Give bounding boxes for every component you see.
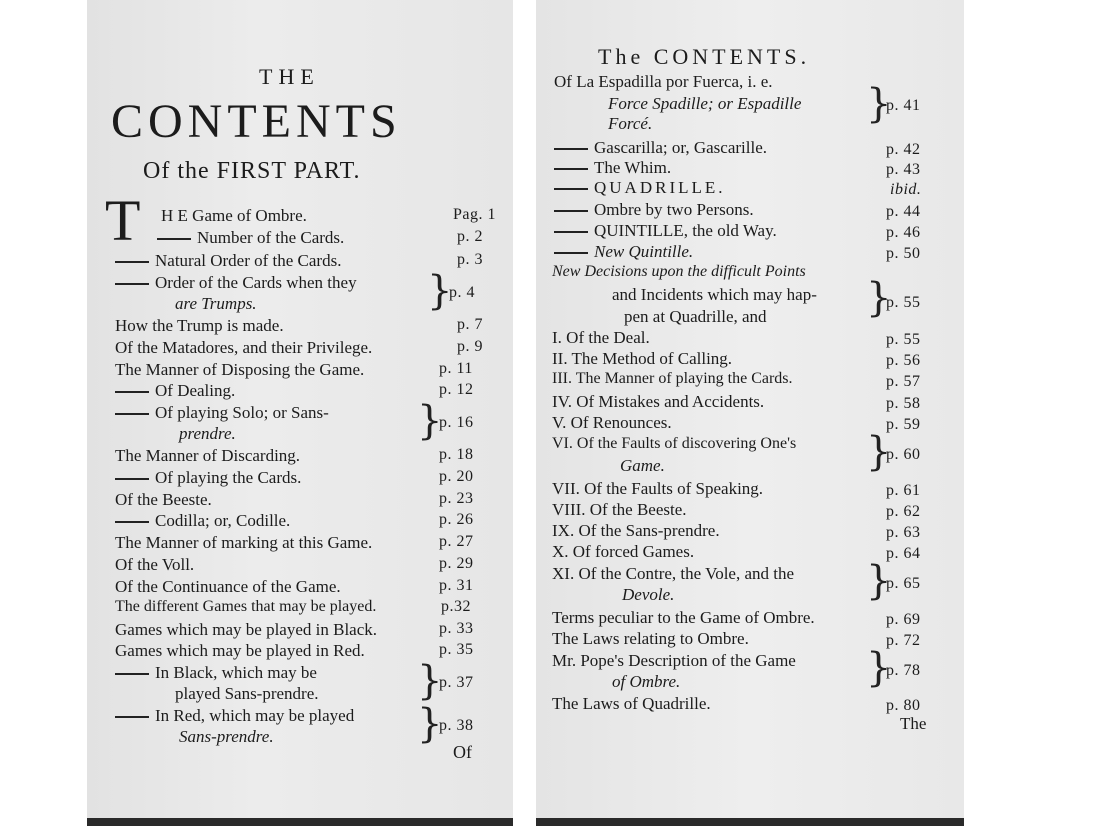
entry-1-text: H E Game of Ombre.: [161, 206, 307, 225]
brace: }: [417, 398, 443, 444]
entry-5-text: How the Trump is made.: [115, 316, 284, 335]
r-entry-22-text: Mr. Pope's Description of the Game: [552, 651, 796, 670]
r-entry-8-text: New Decisions upon the difficult Points: [552, 263, 806, 280]
brace: }: [866, 275, 892, 321]
r-entry-8-line2: and Incidents which may hap-: [612, 285, 817, 304]
entry-7-text: The Manner of Disposing the Game.: [115, 360, 365, 379]
r-entry-5-text: [554, 200, 754, 220]
entry-12-page: p. 23: [439, 490, 474, 507]
entry-11-page: p. 20: [439, 468, 474, 485]
entry-21-text: [115, 706, 354, 726]
r-entry-3-text: [554, 158, 671, 178]
entry-13-label: Codilla; or, Codille.: [155, 511, 291, 530]
r-entry-7-page: p. 50: [886, 245, 921, 262]
rule-dash: [115, 261, 149, 263]
r-entry-10-text: II. The Method of Calling.: [552, 349, 733, 368]
brace: }: [417, 701, 443, 747]
entry-21-page: p. 38: [439, 717, 474, 734]
r-entry-3-label: The Whim.: [594, 158, 672, 177]
r-entry-12-text: IV. Of Mistakes and Accidents.: [552, 392, 765, 411]
entry-20-page: p. 37: [439, 674, 474, 691]
r-entry-6-page: p. 46: [886, 224, 921, 241]
entry-10-page: p. 18: [439, 446, 474, 463]
entry-13-page: p. 26: [439, 511, 474, 528]
rule-dash: [115, 673, 149, 675]
rule-dash: [115, 283, 149, 285]
entry-6-text: Of the Matadores, and their Privilege.: [115, 338, 373, 357]
r-entry-4-label: QUADRILLE.: [594, 178, 726, 197]
r-entry-13-page: p. 59: [886, 416, 921, 433]
entry-9-label: Of playing Solo; or Sans-: [155, 403, 329, 422]
entry-9-line2: prendre.: [179, 424, 236, 443]
r-entry-18-text: X. Of forced Games.: [552, 542, 695, 561]
rule-dash: [157, 238, 191, 240]
entry-8-page: p. 12: [439, 381, 474, 398]
r-entry-19-line2: Devole.: [622, 585, 675, 604]
heading: The CONTENTS.: [598, 44, 811, 69]
heading-contents: CONTENTS: [111, 95, 402, 148]
r-entry-1-page: p. 41: [886, 97, 921, 114]
entry-18-page: p. 33: [439, 620, 474, 637]
r-entry-3-page: p. 43: [886, 161, 921, 178]
r-entry-1-text: Of La Espadilla por Fuerca, i. e.: [554, 72, 773, 91]
r-entry-21-page: p. 72: [886, 632, 921, 649]
r-entry-2-page: p. 42: [886, 141, 921, 158]
entry-5-page: p. 7: [457, 316, 483, 333]
entry-3-label: Natural Order of the Cards.: [155, 251, 342, 270]
rule-dash: [115, 413, 149, 415]
r-entry-20-page: p. 69: [886, 611, 921, 628]
r-entry-17-text: IX. Of the Sans-prendre.: [552, 521, 720, 540]
entry-2-page: p. 2: [457, 228, 483, 245]
r-entry-16-text: VIII. Of the Beeste.: [552, 500, 687, 519]
entry-11-label: Of playing the Cards.: [155, 468, 302, 487]
r-entry-17-page: p. 63: [886, 524, 921, 541]
r-entry-22-page: p. 78: [886, 662, 921, 679]
entry-16-text: Of the Continuance of the Game.: [115, 577, 341, 596]
entry-18-text: Games which may be played in Black.: [115, 620, 378, 639]
r-entry-20-text: Terms peculiar to the Game of Ombre.: [552, 608, 815, 627]
entry-2-text: [157, 228, 344, 248]
entry-14-page: p. 27: [439, 533, 474, 550]
r-entry-9-page: p. 55: [886, 331, 921, 348]
rule-dash: [554, 188, 588, 190]
entry-3-page: p. 3: [457, 251, 483, 268]
brace: }: [427, 268, 453, 314]
r-entry-5-page: p. 44: [886, 203, 921, 220]
r-entry-14-line2: Game.: [620, 456, 665, 475]
left-page: [87, 0, 513, 826]
catchword: Of: [453, 742, 472, 762]
r-entry-14-text: VI. Of the Faults of discovering One's: [552, 435, 797, 452]
r-entry-7-text: [554, 242, 693, 262]
r-entry-13-text: V. Of Renounces.: [552, 413, 672, 432]
r-entry-2-text: [554, 138, 767, 158]
entry-19-text: Games which may be played in Red.: [115, 641, 365, 660]
entry-4-label: Order of the Cards when they: [155, 273, 357, 292]
dropcap: T: [105, 188, 141, 253]
rule-dash: [554, 210, 588, 212]
entry-6-page: p. 9: [457, 338, 483, 355]
rule-dash: [115, 478, 149, 480]
r-entry-23-page: p. 80: [886, 697, 921, 714]
r-entry-19-page: p. 65: [886, 575, 921, 592]
entry-7-page: p. 11: [439, 360, 473, 377]
r-entry-8-line3: pen at Quadrille, and: [624, 307, 767, 326]
r-entry-8-page: p. 55: [886, 294, 921, 311]
entry-9-text: [115, 403, 329, 423]
brace: }: [866, 429, 892, 475]
entry-9-page: p. 16: [439, 414, 474, 431]
entry-3-text: [115, 251, 341, 271]
heading-the: THE: [259, 64, 320, 89]
entry-4-line2: are Trumps.: [175, 294, 257, 313]
rule-dash: [554, 148, 588, 150]
subheading: Of the FIRST PART.: [143, 158, 361, 184]
r-entry-14-page: p. 60: [886, 446, 921, 463]
entry-17-page: p.32: [441, 598, 471, 615]
rule-dash: [115, 716, 149, 718]
entry-19-page: p. 35: [439, 641, 474, 658]
r-entry-11-text: III. The Manner of playing the Cards.: [552, 370, 793, 387]
r-entry-4-text: [554, 178, 726, 198]
r-entry-22-line2: of Ombre.: [612, 672, 681, 691]
entry-4-page: p. 4: [449, 284, 475, 301]
r-entry-19-text: XI. Of the Contre, the Vole, and the: [552, 564, 795, 583]
entry-13-text: [115, 511, 290, 531]
r-entry-12-page: p. 58: [886, 395, 921, 412]
entry-2-label: Number of the Cards.: [197, 228, 345, 247]
rule-dash: [554, 231, 588, 233]
r-entry-2-label: Gascarilla; or, Gascarille.: [594, 138, 768, 157]
r-entry-21-text: The Laws relating to Ombre.: [552, 629, 749, 648]
r-entry-18-page: p. 64: [886, 545, 921, 562]
entry-12-text: Of the Beeste.: [115, 490, 212, 509]
entry-15-text: Of the Voll.: [115, 555, 195, 574]
r-entry-23-text: The Laws of Quadrille.: [552, 694, 711, 713]
r-entry-10-page: p. 56: [886, 352, 921, 369]
entry-10-text: The Manner of Discarding.: [115, 446, 301, 465]
entry-17-text: The different Games that may be played.: [115, 598, 377, 615]
entry-4-text: [115, 273, 357, 293]
r-entry-7-label: New Quintille.: [594, 242, 694, 261]
r-entry-6-label: QUINTILLE, the old Way.: [594, 221, 777, 240]
catchword: The: [900, 714, 927, 733]
r-entry-16-page: p. 62: [886, 503, 921, 520]
entry-20-text: [115, 663, 317, 683]
r-entry-1-line3: Forcé.: [608, 114, 653, 133]
r-entry-11-page: p. 57: [886, 373, 921, 390]
r-entry-15-page: p. 61: [886, 482, 921, 499]
rule-dash: [115, 521, 149, 523]
r-entry-1-line2: Force Spadille; or Espadille: [608, 94, 802, 113]
right-page: [536, 0, 964, 826]
r-entry-15-text: VII. Of the Faults of Speaking.: [552, 479, 764, 498]
entry-20-label: In Black, which may be: [155, 663, 317, 682]
entry-11-text: [115, 468, 301, 488]
rule-dash: [115, 391, 149, 393]
entry-14-text: The Manner of marking at this Game.: [115, 533, 373, 552]
r-entry-6-text: [554, 221, 777, 241]
entry-16-page: p. 31: [439, 577, 474, 594]
entry-15-page: p. 29: [439, 555, 474, 572]
entry-8-text: [115, 381, 235, 401]
r-entry-4-page: ibid.: [890, 181, 922, 198]
entry-8-label: Of Dealing.: [155, 381, 236, 400]
brace: }: [417, 658, 443, 704]
rule-dash: [554, 168, 588, 170]
r-entry-9-text: I. Of the Deal.: [552, 328, 650, 347]
r-entry-5-label: Ombre by two Persons.: [594, 200, 754, 219]
entry-21-line2: Sans-prendre.: [179, 727, 274, 746]
entry-21-label: In Red, which may be played: [155, 706, 355, 725]
entry-20-line2: played Sans-prendre.: [175, 684, 319, 703]
brace: }: [866, 645, 892, 691]
rule-dash: [554, 252, 588, 254]
brace: }: [866, 81, 892, 127]
brace: }: [866, 558, 892, 604]
entry-1-page: Pag. 1: [453, 206, 496, 223]
